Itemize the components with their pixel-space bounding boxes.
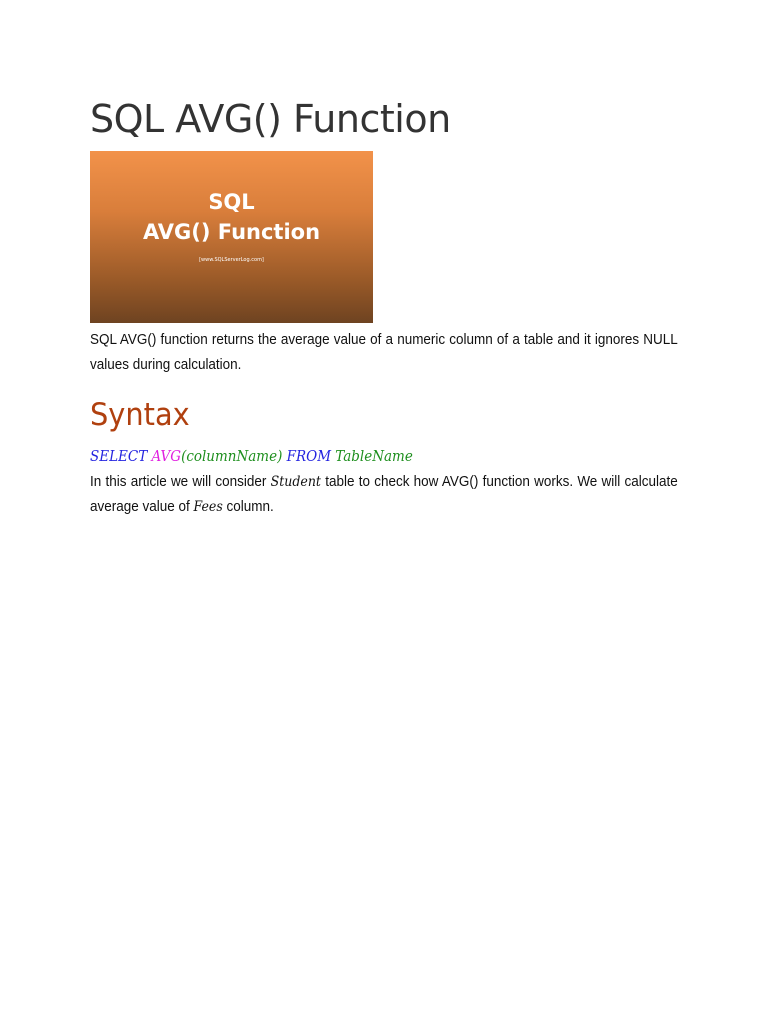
body-text-3: column. [222, 498, 274, 515]
title-banner-image [90, 151, 373, 323]
syntax-select-keyword: SELECT [90, 449, 148, 465]
banner-line-2: AVG() Function [142, 220, 321, 244]
page-title: SQL AVG() Function [90, 97, 451, 141]
banner-url: [www.SQLServerLog.com] [199, 257, 264, 263]
student-table-name: Student [270, 474, 321, 490]
banner-line-1: SQL [208, 190, 255, 214]
fees-column-name: Fees [193, 498, 223, 515]
intro-paragraph: SQL AVG() function returns the average value of a numeric column of a table and it ignores NULL values during calculation. [90, 332, 678, 373]
body-text-1: In this article we will consider [90, 474, 271, 490]
syntax-heading: Syntax [90, 397, 190, 433]
syntax-avg-function: AVG [151, 449, 182, 465]
syntax-table-name: TableName [335, 449, 413, 465]
syntax-from-keyword: FROM [286, 449, 332, 465]
syntax-code [90, 447, 637, 467]
document-page [90, 92, 678, 519]
body-paragraph [90, 470, 678, 519]
body-text-2: table to check how AVG() function works. We will calculate average value of [90, 474, 678, 515]
syntax-argument: (columnName) [181, 449, 283, 465]
